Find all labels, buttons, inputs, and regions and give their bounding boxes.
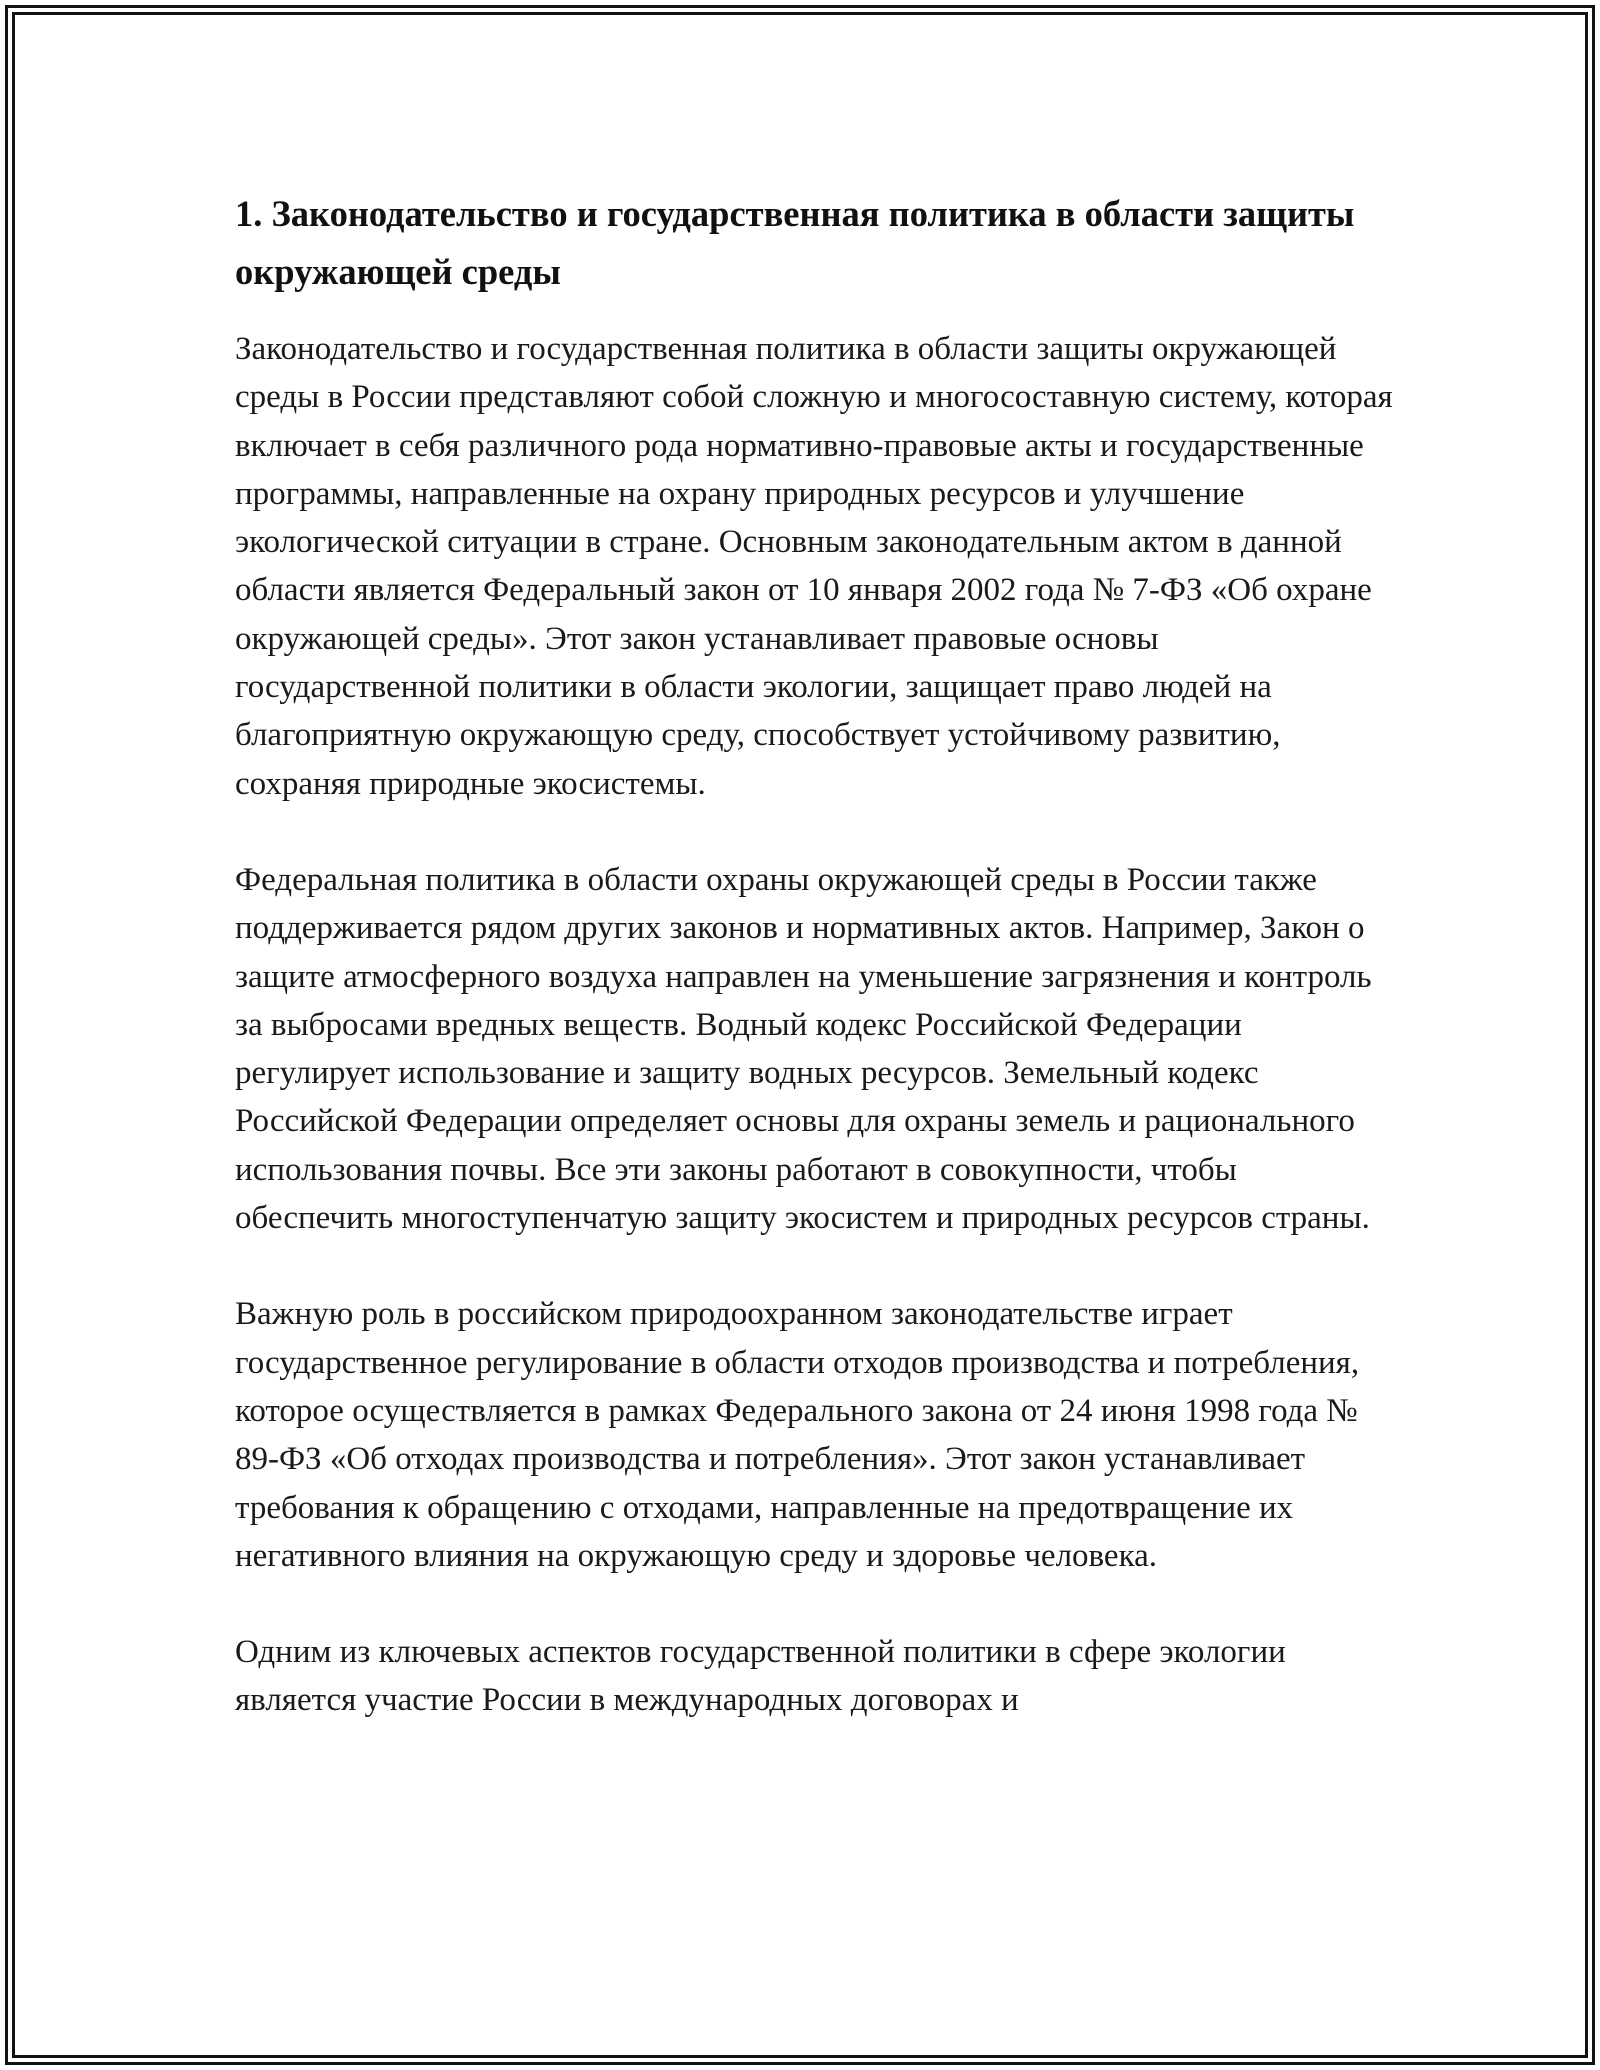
section-heading: 1. Законодательство и государственная политика в области защиты окружающей среды [235,193,1355,292]
paragraph-4: Одним из ключевых аспектов государственной политики в сфере экологии является участие России в международных договорах и [235,1634,1286,1719]
paragraph-2: Федеральная политика в области охраны окружающей среды в России также поддерживается рядом других законов и нормативных актов. Например, Закон о защите атмосферного воздуха направлен на уменьшение загрязнения и контроль за выбросами вредных веществ. Водный кодекс Российской Федерации регулирует использование и защиту водных ресурсов. Земельный кодекс Российской Федерации определяет основы для охраны земель и рационального использования почвы. Все эти законы работают в совокупности, чтобы обеспечить многоступенчатую защиту экосистем и природных ресурсов страны. [235,861,1372,1237]
paragraph-3: Важную роль в российском природоохранном законодательстве играет государственное регулирование в области отходов производства и потребления, которое осуществляется в рамках Федерального закона от 24 июня 1998 года № 89-ФЗ «Об отходах производства и потребления». Этот закон устанавливает требования к обращению с отходами, направленные на предотвращение их негативного влияния на окружающую среду и здоровье человека. [235,1296,1360,1574]
paragraph-1: Законодательство и государственная политика в области защиты окружающей среды в России представляют собой сложную и многосоставную систему, которая включает в себя различного рода нормативно-правовые акты и государственные программы, направленные на охрану природных ресурсов и улучшение экологической ситуации в стране. Основным законодательным актом в данной области является Федеральный закон от 10 января 2002 года № 7-ФЗ «Об охране окружающей среды». Этот закон устанавливает правовые основы государственной политики в области экологии, защищает право людей на благоприятную окружающую среду, способствует устойчивому развитию, сохраняя природные экосистемы. [235,331,1393,802]
document-body [235,185,1395,1773]
